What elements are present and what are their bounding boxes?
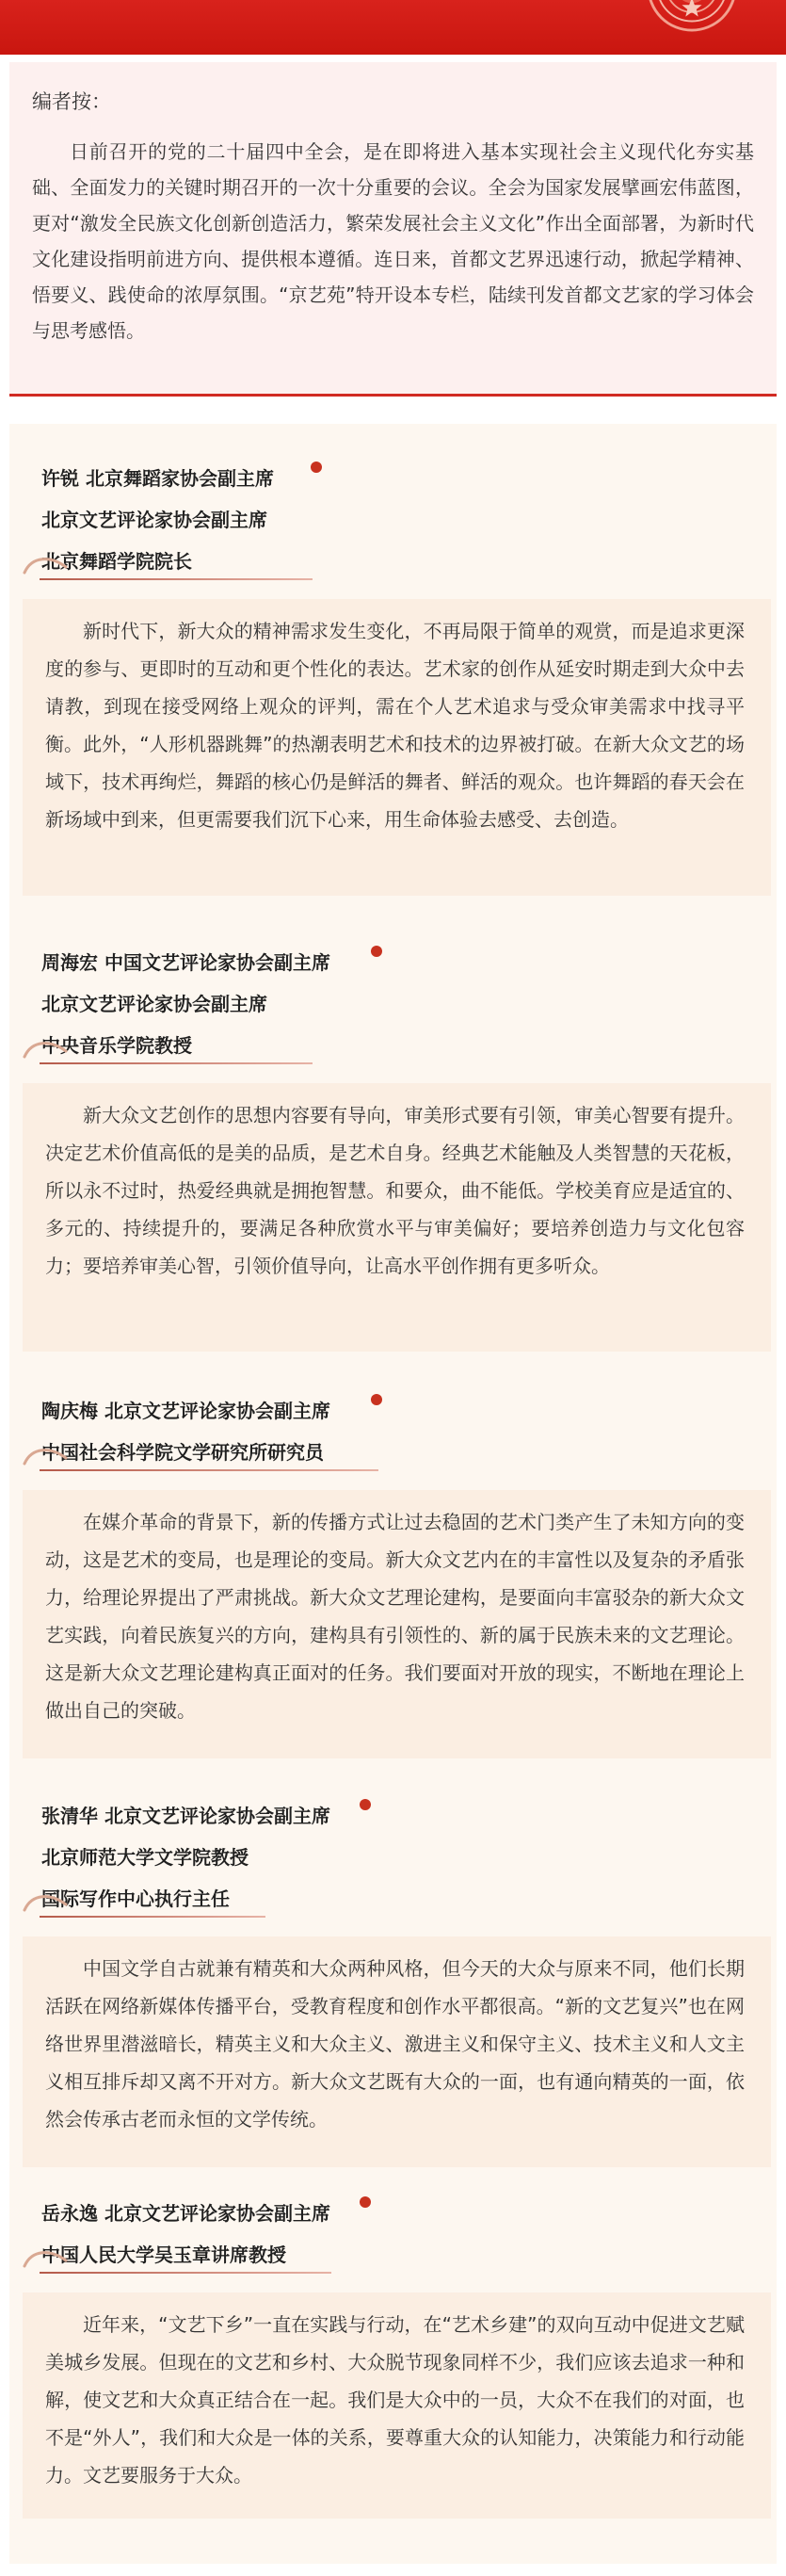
quote-text: 在媒介革命的背景下，新的传播方式让过去稳固的艺术门类产生了未知方向的变动，这是艺术的变局，也是理论的变局。新大众文艺内在的丰富性以及复杂的矛盾张力，给理论界提出了严肃挑战。新大众文艺理论建构，是要面向丰富驳杂的新大众文艺实践，向着民族复兴的方向，建构具有引领性的、新的属于民族未来的文艺理论。这是新大众文艺理论建构真正面对的任务。我们要面对开放的现实，不断地在理论上做出自己的突破。 (45, 1511, 745, 1722)
swirl-icon (23, 554, 68, 578)
swirl-icon (23, 1445, 68, 1469)
speaker-name-title: 张清华 北京文艺评论家协会副主席 (41, 1805, 330, 1827)
speaker-name-title: 许锐 北京舞蹈家协会副主席 (41, 467, 274, 490)
quote-text: 中国文学自古就兼有精英和大众两种风格，但今天的大众与原来不同，他们长期活跃在网络新媒体传播平台，受教育程度和创作水平都很高。“新的文艺复兴”也在网络世界里潜滋暗长，精英主义和大众主义、激进主义和保守主义、技术主义和人文主义相互排斥却又离不开对方。新大众文艺既有大众的一面，也有通向精英的一面，依然会传承古老而永恒的文学传统。 (45, 1957, 745, 2130)
speaker-title: 国际写作中心执行主任 (41, 1887, 230, 1910)
quote-card (23, 1490, 771, 1758)
dot-icon (360, 2196, 371, 2208)
emblem-icon (647, 0, 737, 32)
swirl-icon (23, 2247, 68, 2272)
section-tao-qingmei (23, 1390, 771, 1722)
divider (9, 394, 777, 397)
quote-text: 新大众文艺创作的思想内容要有导向，审美形式要有引领，审美心智要有提升。决定艺术价值高低的是美的品质，是艺术自身。经典艺术能触及人类智慧的天花板，所以永不过时，热爱经典就是拥抱智慧。和要众，曲不能低。学校美育应是适宜的、多元的、持续提升的，要满足各种欣赏水平与审美偏好；要培养创造力与文化包容力；要培养审美心智，引领价值导向，让高水平创作拥有更多听众。 (45, 1104, 745, 1277)
quote-card (23, 1083, 771, 1352)
speaker-heading (23, 1795, 771, 1920)
swirl-icon (23, 1891, 68, 1916)
speaker-title: 北京舞蹈学院院长 (41, 550, 192, 573)
heading-underline (40, 1469, 378, 1471)
section-yue-yongyi (23, 2193, 771, 2487)
dot-icon (371, 1394, 382, 1405)
speaker-heading (23, 1390, 771, 1473)
speaker-heading (23, 942, 771, 1066)
quote-card (23, 2292, 771, 2519)
section-zhang-qinghua (23, 1795, 771, 2130)
section-zhou-haihong (23, 942, 771, 1277)
speaker-heading (23, 2193, 771, 2276)
editor-note-label: 编者按： (32, 90, 111, 113)
speaker-name-title: 岳永逸 北京文艺评论家协会副主席 (41, 2202, 330, 2225)
quote-card (23, 1936, 771, 2167)
heading-underline (40, 1062, 313, 1064)
speaker-title: 北京师范大学文学院教授 (41, 1846, 249, 1869)
speaker-title: 北京文艺评论家协会副主席 (41, 993, 267, 1015)
dot-icon (360, 1799, 371, 1810)
speaker-name-title: 陶庆梅 北京文艺评论家协会副主席 (41, 1400, 330, 1422)
quote-card (23, 599, 771, 896)
quote-text: 新时代下，新大众的精神需求发生变化，不再局限于简单的观赏，而是追求更深度的参与、更即时的互动和更个性化的表达。艺术家的创作从延安时期走到大众中去请教，到现在接受网络上观众的评判，需在个人艺术追求与受众审美需求中找寻平衡。此外，“人形机器跳舞”的热潮表明艺术和技术的边界被打破。在新大众文艺的场域下，技术再绚烂，舞蹈的核心仍是鲜活的舞者、鲜活的观众。也许舞蹈的春天会在新场域中到来，但更需要我们沉下心来，用生命体验去感受、去创造。 (45, 620, 745, 831)
quote-text: 近年来，“文艺下乡”一直在实践与行动，在“艺术乡建”的双向互动中促进文艺赋美城乡发展。但现在的文艺和乡村、大众脱节现象同样不少，我们应该去追求一种和解，使文艺和大众真正结合在一起。我们是大众中的一员，大众不在我们的对面，也不是“外人”，我们和大众是一体的关系，要尊重大众的认知能力，决策能力和行动能力。文艺要服务于大众。 (45, 2313, 745, 2487)
editor-note-text: 日前召开的党的二十届四中全会，是在即将进入基本实现社会主义现代化夯实基础、全面发力的关键时期召开的一次十分重要的会议。全会为国家发展擘画宏伟蓝图，更对“激发全民族文化创新创造活力，繁荣发展社会主义文化”作出全面部署，为新时代文化建设指明前进方向、提供根本遵循。连日来，首都文艺界迅速行动，掀起学精神、悟要义、践使命的浓厚氛围。“京艺苑”特开设本专栏，陆续刊发首都文艺家的学习体会与思考感悟。 (32, 140, 754, 342)
dot-icon (371, 946, 382, 957)
top-banner (0, 0, 786, 55)
swirl-icon (23, 1038, 68, 1062)
dot-icon (311, 462, 322, 473)
editor-note (9, 62, 777, 394)
speaker-title: 中国人民大学吴玉章讲席教授 (41, 2244, 286, 2266)
speaker-title: 中国社会科学院文学研究所研究员 (41, 1441, 324, 1464)
heading-underline (40, 2272, 331, 2274)
speaker-name-title: 周海宏 中国文艺评论家协会副主席 (41, 951, 330, 974)
section-xu-rui (23, 458, 771, 831)
speaker-title: 中央音乐学院教授 (41, 1034, 192, 1057)
speaker-title: 北京文艺评论家协会副主席 (41, 509, 267, 531)
heading-underline (40, 578, 313, 580)
heading-underline (40, 1916, 265, 1918)
speaker-heading (23, 458, 771, 582)
